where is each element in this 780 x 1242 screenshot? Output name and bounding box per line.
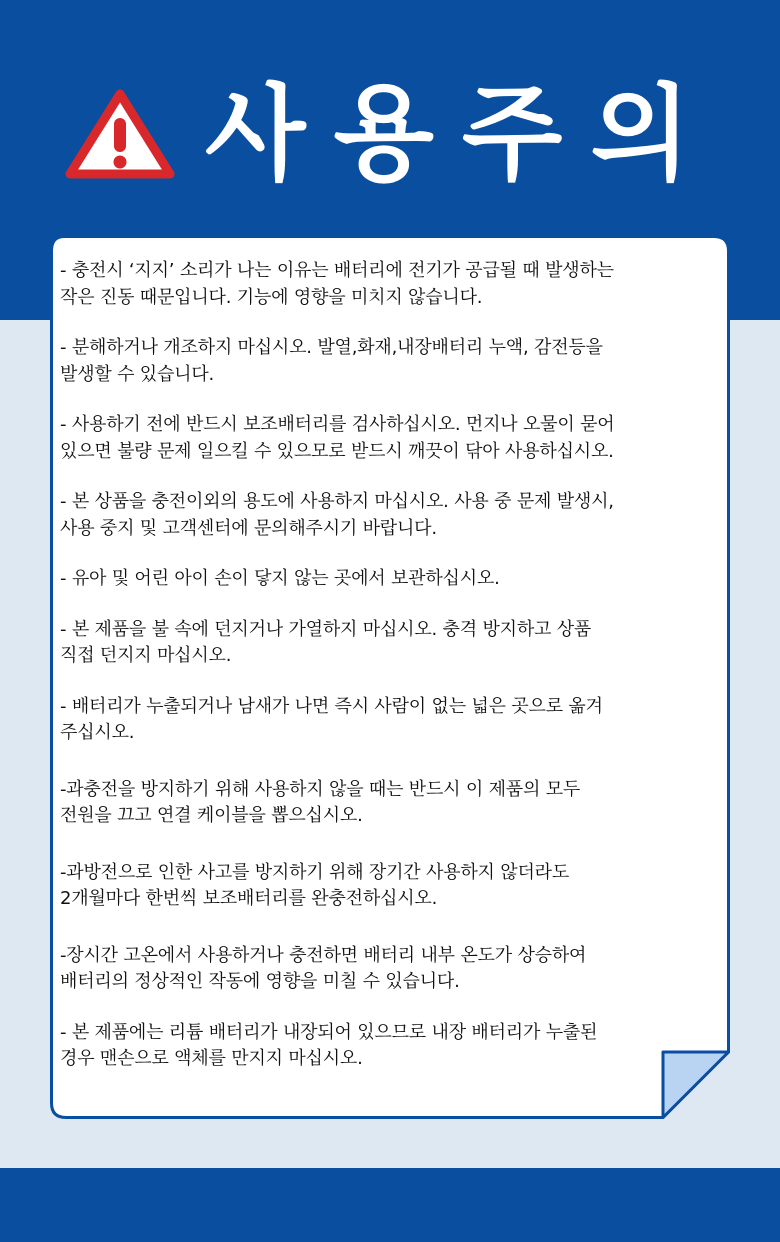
notice-list xyxy=(60,258,728,1073)
notice-card xyxy=(50,235,730,1119)
notice-item: - 사용하기 전에 반드시 보조배터리를 검사하십시오. 먼지나 오물이 묻어 있으면 불량 문제 일으킬 수 있으모로 받드시 깨끗이 닦아 사용하십시오. xyxy=(60,414,615,462)
notice-item: - 분해하거나 개조하지 마십시오. 발열,화재,내장배터리 누액, 감전등을 발생할 수 있습니다. xyxy=(60,337,603,385)
notice-item: -과방전으로 인한 사고를 방지하기 위해 장기간 사용하지 않더라도 2개월마다 한번씩 보조배터리를 완충전하십시오. xyxy=(60,861,570,909)
notice-item: -과충전을 방지하기 위해 사용하지 않을 때는 반드시 이 제품의 모두 전원을 끄고 연결 케이블을 뽑으십시오. xyxy=(60,778,581,826)
notice-item: - 본 상품을 충전이외의 용도에 사용하지 마십시오. 사용 중 문제 발생시, 사용 중지 및 고객센터에 문의해주시기 바랍니다. xyxy=(60,491,614,539)
warning-triangle-icon xyxy=(64,88,176,180)
notice-item: - 유아 및 어린 아이 손이 닿지 않는 곳에서 보관하십시오. xyxy=(60,568,500,589)
footer-band xyxy=(0,1168,780,1242)
notice-item: - 본 제품에는 리튬 배터리가 내장되어 있으므로 내장 배터리가 누출된 경우 맨손으로 액체를 만지지 마십시오. xyxy=(60,1021,598,1069)
notice-item: -장시간 고온에서 사용하거나 충전하면 배터리 내부 온도가 상승하여 배터리의 정상적인 작동에 영향을 미칠 수 있습니다. xyxy=(60,944,587,992)
notice-item: - 배터리가 누출되거나 남새가 나면 즉시 사람이 없는 넓은 곳으로 옮겨 주십시오. xyxy=(60,695,603,743)
notice-item: - 본 제품을 불 속에 던지거나 가열하지 마십시오. 충격 방지하고 상품 직접 던지지 마십시오. xyxy=(60,618,592,666)
page-title: 사용주의 xyxy=(205,73,719,195)
notice-item: - 충전시 ‘지지’ 소리가 나는 이유는 배터리에 전기가 공급될 때 발생하는 작은 진동 때문입니다. 기능에 영향을 미치지 않습니다. xyxy=(60,260,614,308)
